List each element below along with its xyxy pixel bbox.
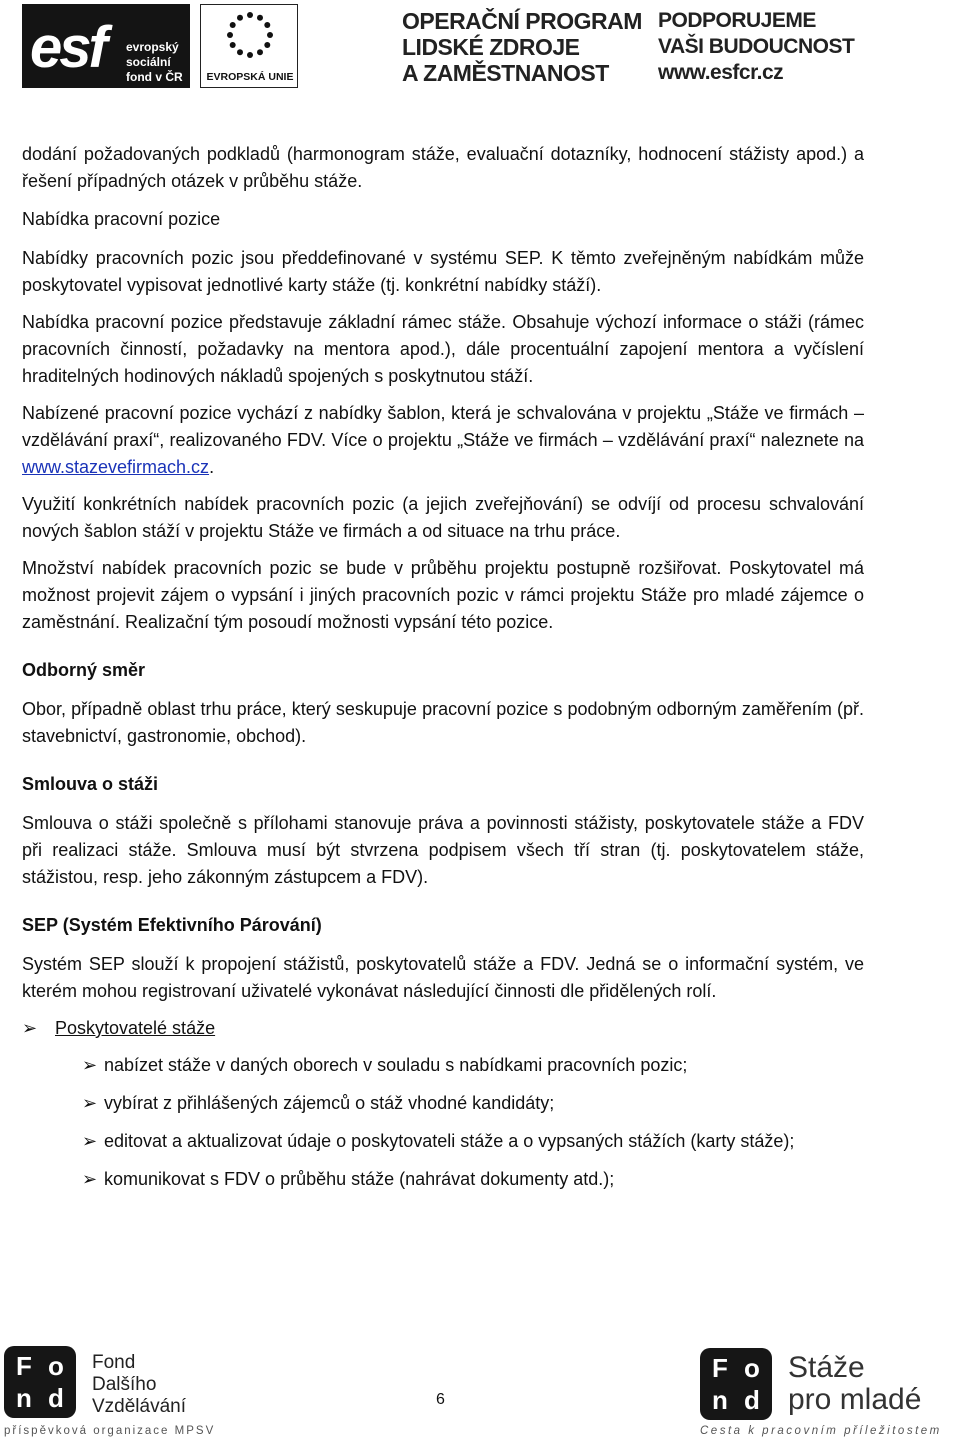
fdv-tagline: příspěvková organizace MPSV [4,1425,216,1437]
page-number: 6 [436,1391,445,1408]
staze-pro-mlade-name: Stáže pro mladé [788,1351,922,1416]
fdv-logo: F o n d [4,1346,76,1418]
list-item: ➢ nabízet stáže v daných oborech v souladu s nabídkami pracovních pozic; [82,1052,864,1079]
eu-stars-icon [226,11,274,59]
support-slogan: PODPORUJEME VAŠI BUDOUCNOST www.esfcr.cz [658,9,855,84]
heading-odborny-smer: Odborný směr [22,660,146,680]
staze-pro-mlade-logo: F o n d [700,1348,772,1420]
paragraph-sep: Systém SEP slouží k propojení stážistů, poskytovatelů stáže a FDV. Jedná se o informační systém, ve kterém mohou registrovaní uživatelé vykonávat následující činnosti dle přidělených rolí. [22,954,864,1001]
paragraph-vyuziti: Využití konkrétních nabídek pracovních pozic (a jejich zveřejňování) se odvíjí od procesu schvalování nových šablon stáží v projektu Stáže ve firmách a od situace na trhu práce. [22,494,864,541]
arrow-bullet-icon: ➢ [82,1169,98,1189]
stazevefirmach-link[interactable]: www.stazevefirmach.cz [22,457,210,477]
eu-logo-label: EVROPSKÁ UNIE [206,71,294,83]
staze-pro-mlade-tagline: Cesta k pracovním příležitostem [700,1425,942,1437]
esf-logo [22,4,190,88]
page-header [0,0,960,100]
list-item: ➢ komunikovat s FDV o průběhu stáže (nahrávat dokumenty atd.); [82,1166,864,1193]
heading-nabidka: Nabídka pracovní pozice [22,209,221,229]
arrow-bullet-icon: ➢ [82,1093,98,1113]
page-footer [0,1340,960,1442]
arrow-bullet-icon: ➢ [82,1055,98,1075]
paragraph-obor: Obor, případně oblast trhu práce, který seskupuje pracovní pozice s podobným odborným zaměřením (př. stavebnictví, gastronomie, obchod). [22,699,864,746]
list-item-poskytovatele [22,1015,864,1042]
paragraph-smlouva: Smlouva o stáži společně s přílohami stanovuje práva a povinnosti stážisty, poskytovatele stáže a FDV při realizaci stáže. Smlouva musí být stvrzena podpisem všech tří stran (tj. poskytovatelem stáže, stážistou, resp. jeho zákonným zástupcem a FDV). [22,813,864,887]
list-item: ➢ vybírat z přihlášených zájemců o stáž vhodné kandidáty; [82,1090,864,1117]
esf-logo-letters: esf [30,15,105,80]
paragraph-intro: dodání požadovaných podkladů (harmonogram stáže, evaluační dotazníky, hodnocení stážisty apod.) a řešení případných otázek v průběhu stáže. [22,144,864,191]
fdv-name: Fond Dalšího Vzdělávání [92,1352,187,1417]
document-body [22,141,864,1204]
list-item-label: Poskytovatelé stáže [55,1018,216,1038]
eu-logo [200,4,298,88]
arrow-bullet-icon: ➢ [82,1131,98,1151]
heading-smlouva: Smlouva o stáži [22,774,159,794]
paragraph-sablony: Nabízené pracovní pozice vychází z nabídky šablon, která je schvalována v projektu „Stáže ve firmách – vzdělávání praxí“, realizovaného FDV. Více o projektu „Stáže ve firmách – vzdělávání praxí“ naleznete na www.stazevefirmach.cz. [22,403,864,477]
op-program-title: OPERAČNÍ PROGRAM LIDSKÉ ZDROJE A ZAMĚSTNANOST [402,8,642,86]
heading-sep: SEP (Systém Efektivního Párování) [22,915,322,935]
list-item: ➢ editovat a aktualizovat údaje o poskytovateli stáže a o vypsaných stážích (karty stáže); [82,1128,864,1155]
esf-logo-subtitle: evropský sociální fond v ČR [126,40,183,84]
arrow-bullet-icon: ➢ [22,1018,38,1038]
paragraph-mnozstvi: Množství nabídek pracovních pozic se bude v průběhu projektu postupně rozšiřovat. Poskytovatel má možnost projevit zájem o vypsání i jiných pracovních pozic v rámci projektu Stáže pro mladé zájemce o zaměstnání. Realizační tým posoudí možnosti vypsání této pozice. [22,558,864,632]
sub-list [82,1052,864,1193]
paragraph-nabidky: Nabídky pracovních pozic jsou předdefinované v systému SEP. K těmto zveřejněným nabídkám může poskytovatel vypisovat jednotlivé karty stáže (tj. konkrétní nabídky stáží). [22,248,864,295]
paragraph-ramec: Nabídka pracovní pozice představuje základní rámec stáže. Obsahuje výchozí informace o stáži (rámec pracovních činností, požadavky na mentora apod.), dále procentuální zapojení mentora a vyčíslení hraditelných hodinových nákladů spojených s poskytnutou stáží. [22,312,864,386]
